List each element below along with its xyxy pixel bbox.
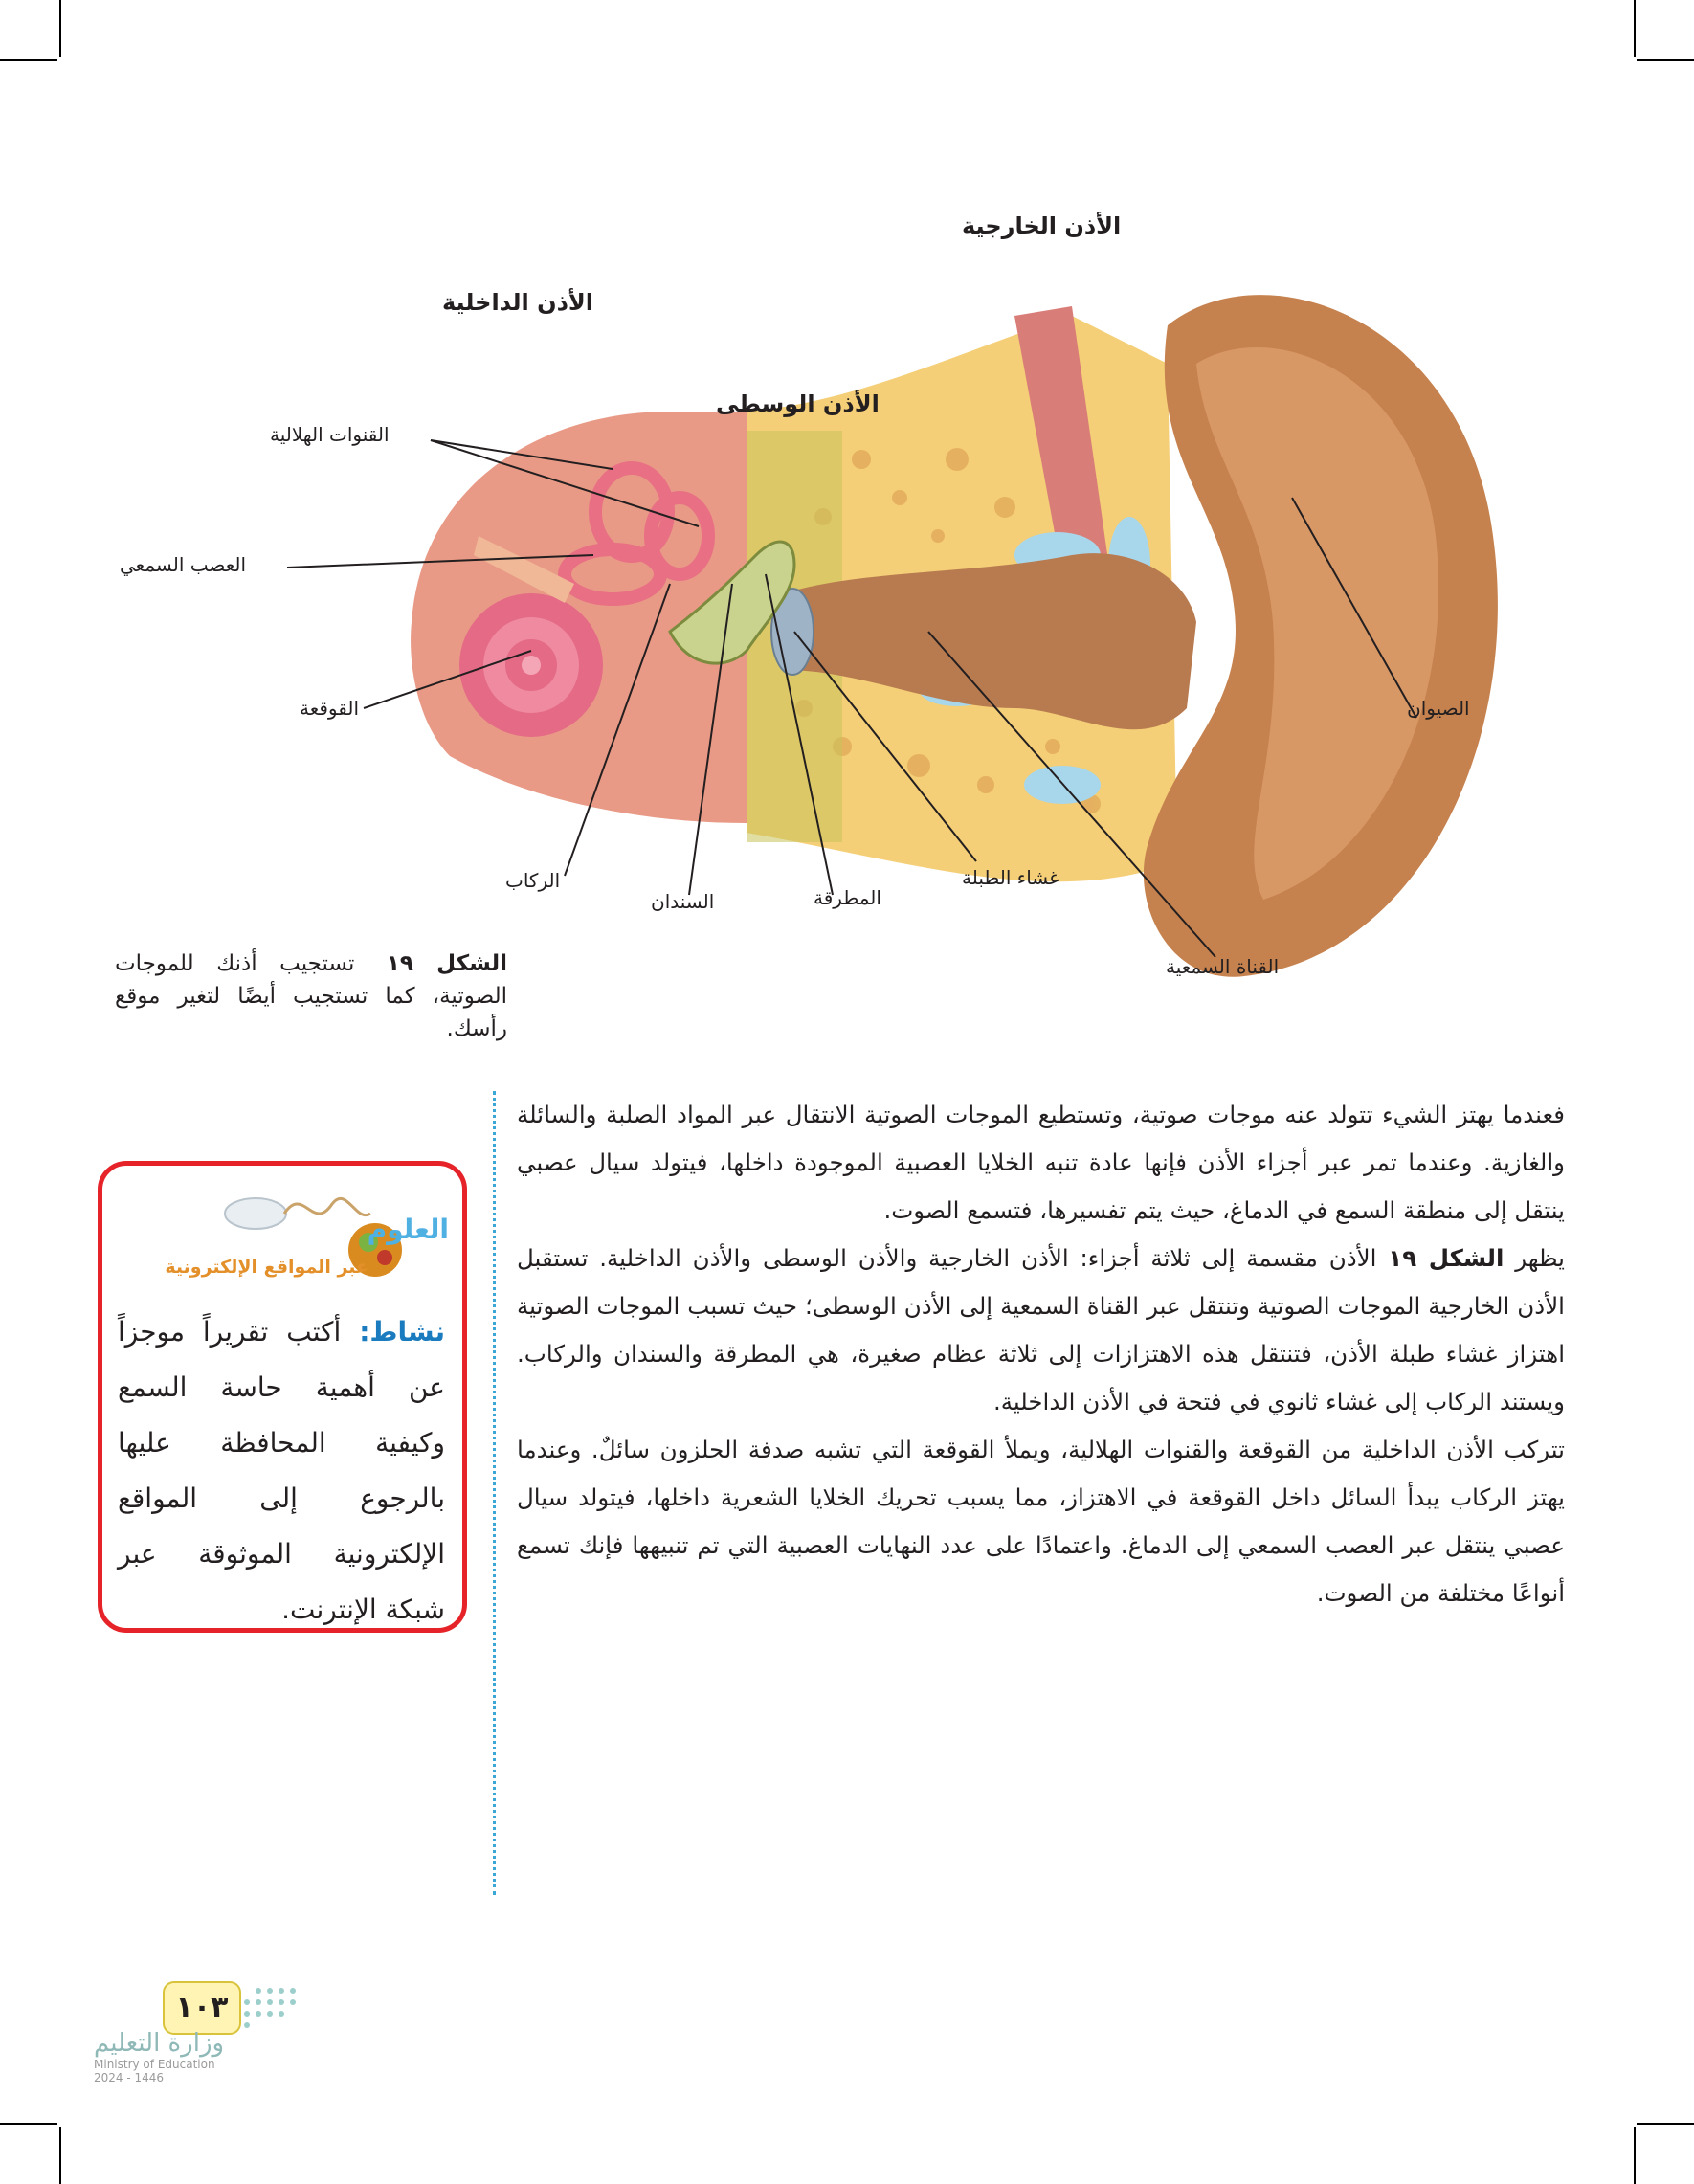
crop-mark: [0, 2123, 57, 2125]
ministry-name-ar: وزارة التعليم: [94, 2029, 225, 2058]
ministry-logo: [94, 2029, 256, 2084]
crop-mark: [1634, 2127, 1636, 2184]
ministry-name-en: Ministry of Education: [94, 2058, 215, 2071]
ear-figure: [0, 172, 1694, 1014]
crop-mark: [1637, 59, 1694, 61]
crop-mark: [1634, 0, 1636, 57]
sidebar-subtitle: عبر المواقع الإلكترونية: [165, 1257, 368, 1278]
label-cochlea: القوقعة: [300, 697, 360, 720]
sidebar-title: العلوم: [367, 1214, 449, 1245]
label-eardrum: غشاء الطبلة: [962, 866, 1059, 889]
paragraph-2: [517, 1235, 1565, 1426]
page-number: ١٠٣: [163, 1981, 241, 2035]
sidebar-activity-text: [118, 1304, 445, 1638]
web-activity-box: [98, 1161, 467, 1633]
crop-mark: [1637, 2123, 1694, 2125]
activity-label: نشاط:: [359, 1316, 445, 1348]
column-divider: [493, 1091, 496, 1895]
figure-reference: الشكل ١٩: [1388, 1244, 1505, 1272]
label-hammer: المطرقة: [814, 886, 881, 909]
label-outer-ear: الأذن الخارجية: [962, 212, 1122, 239]
activity-text: أكتب تقريراً موجزاً عن أهمية حاسة السمع وكيفية المحافظة عليها بالرجوع إلى المواقع الإلكترونية الموثوقة عبر شبكة الإنترنت.: [118, 1316, 445, 1625]
crop-mark: [59, 2127, 61, 2184]
label-anvil: السندان: [651, 890, 715, 913]
main-text: [517, 1091, 1565, 1617]
paragraph-3: تتركب الأذن الداخلية من القوقعة والقنوات الهلالية، ويملأ القوقعة التي تشبه صدفة الحلزون سائلٌ. وعندما يهتز الركاب يبدأ السائل داخل القوقعة في الاهتزاز، مما يسبب تحريك الخلايا الشعرية داخلها، فيتولد سيال عصبي ينتقل عبر العصب السمعي إلى الدماغ. واعتمادًا على عدد النهايات العصبية التي تم تنبيهها فإنك تسمع أنواعًا مختلفة من الصوت.: [517, 1436, 1565, 1607]
label-middle-ear: الأذن الوسطى: [716, 390, 880, 417]
label-auditory-nerve: العصب السمعي: [120, 553, 247, 576]
cochlea-shape: [459, 593, 603, 737]
label-semicircular-canals: القنوات الهلالية: [270, 423, 390, 446]
label-pinna: الصيوان: [1407, 697, 1470, 720]
label-ear-canal: القناة السمعية: [1166, 955, 1280, 978]
label-inner-ear: الأذن الداخلية: [442, 289, 594, 316]
crop-mark: [59, 0, 61, 57]
label-stirrup: الركاب: [505, 869, 561, 892]
caption-figure-number: الشكل ١٩: [386, 951, 507, 976]
caption-text: تستجيب أذنك للموجات الصوتية، كما تستجيب أيضًا لتغير موقع رأسك.: [115, 951, 507, 1041]
paragraph-1: فعندما يهتز الشيء تتولد عنه موجات صوتية، وتستطيع الموجات الصوتية الانتقال عبر المواد الصلبة والسائلة والغازية. وعندما تمر عبر أجزاء الأذن فإنها عادة تنبه الخلايا العصبية الموجودة داخلها، فيتولد سيال عصبي ينتقل إلى منطقة السمع في الدماغ، حيث يتم تفسيرها، فتسمع الصوت.: [517, 1101, 1565, 1224]
paragraph-2-start: يظهر: [1515, 1244, 1565, 1272]
crop-mark: [0, 59, 57, 61]
paragraph-2-rest: الأذن مقسمة إلى ثلاثة أجزاء: الأذن الخارجية والأذن الوسطى والأذن الداخلية. تستقبل الأذن الخارجية الموجات الصوتية وتنتقل عبر القناة السمعية إلى الأذن الوسطى؛ حيث تسبب الموجات الصوتية اهتزاز غشاء طبلة الأذن، فتنتقل هذه الاهتزازات إلى ثلاثة عظام صغيرة، هي المطرقة والسندان والركاب. ويستند الركاب إلى غشاء ثانوي في فتحة في الأذن الداخلية.: [517, 1244, 1565, 1415]
edition-year: 2024 - 1446: [94, 2071, 165, 2084]
figure-caption: [115, 947, 507, 1045]
